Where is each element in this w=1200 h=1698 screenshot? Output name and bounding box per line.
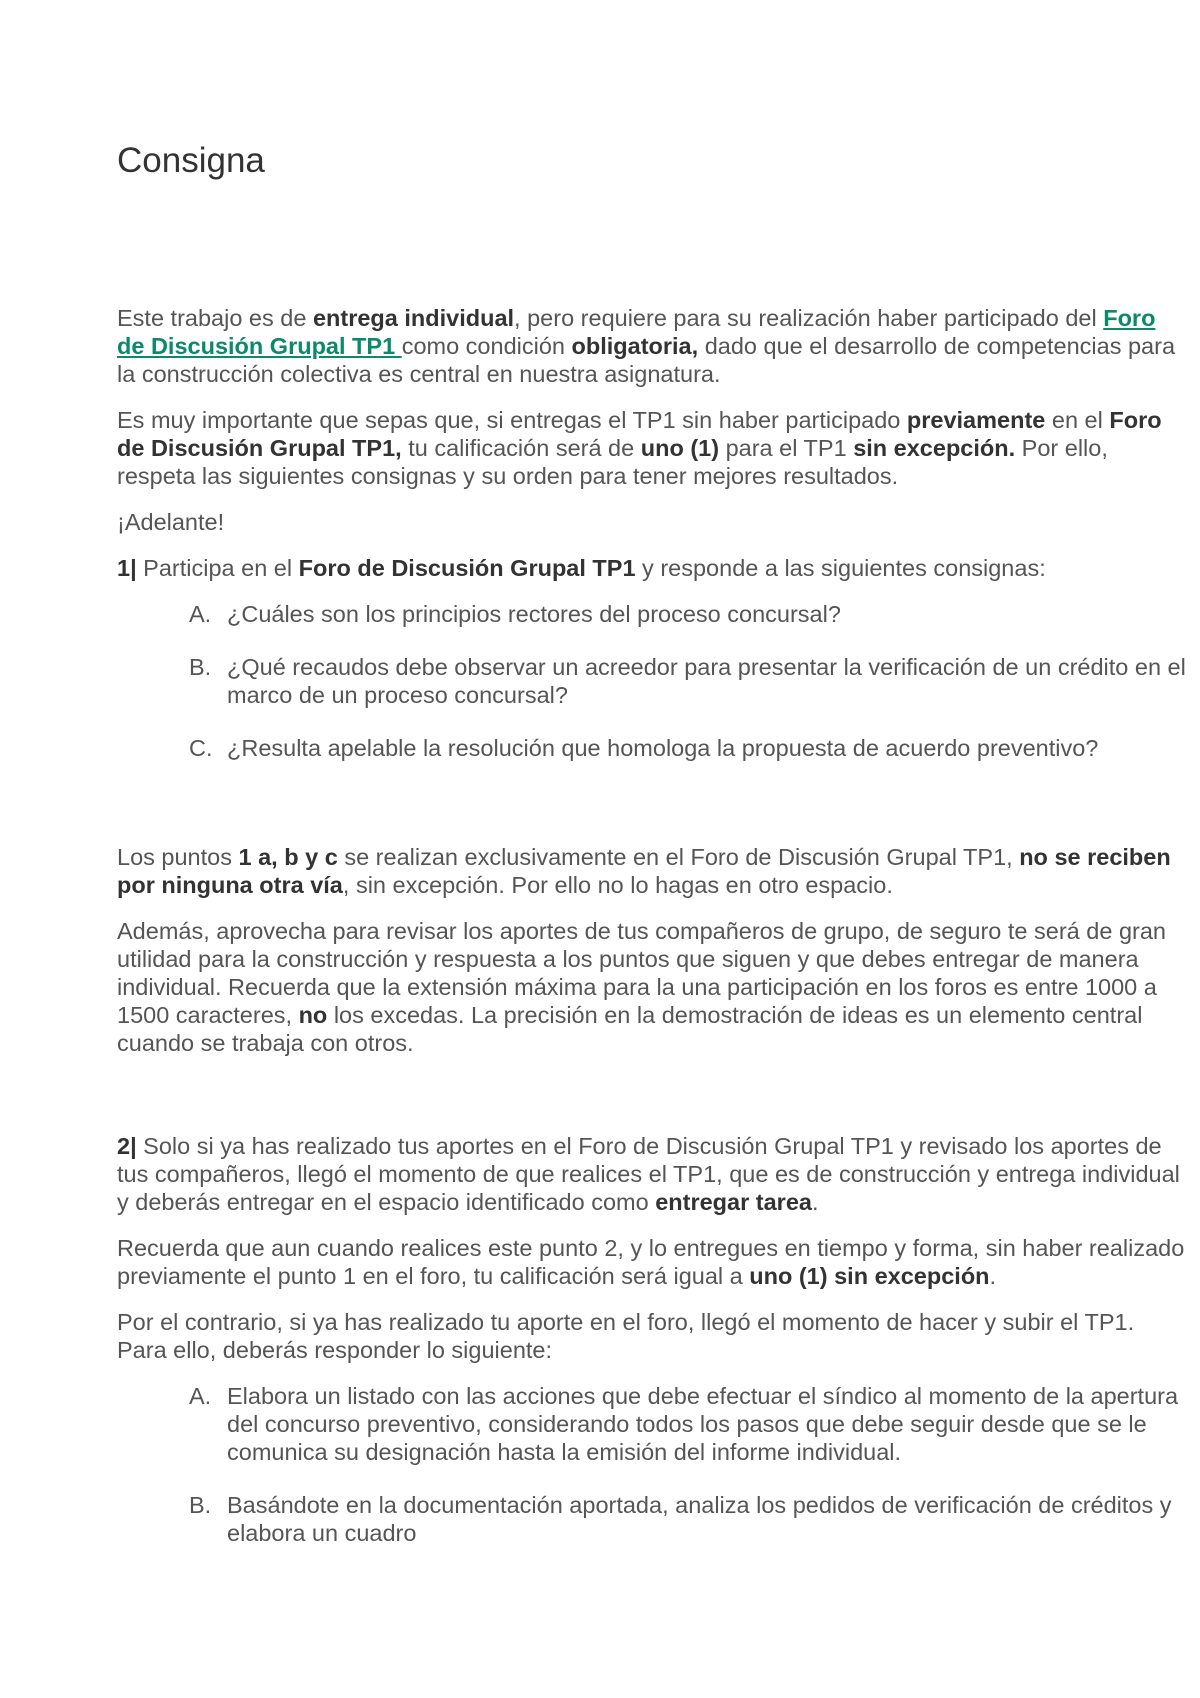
page-title: Consigna xyxy=(117,141,265,180)
part2-paragraph-3: Por el contrario, si ya has realizado tu aporte en el foro, llegó el momento de hacer y subir el TP1. Para ello, deberás responder lo siguiente: xyxy=(117,1309,1135,1363)
intro-paragraph-1: Este trabajo es de entrega individual, pero requiere para su realización haber participado del Foro de Discusión Grupal TP1 como condición obligatoria, dado que el desarrollo de competencias para la construcción colectiva es central en nuestra asignatura. xyxy=(117,305,1176,387)
intro-paragraph-2: Es muy importante que sepas que, si entregas el TP1 sin haber participado previamente en el Foro de Discusión Grupal TP1, tu calificación será de uno (1) para el TP1 sin excepción. Por ello, respeta las siguientes consignas y su orden para tener mejores resultados. xyxy=(117,407,1162,489)
mid-paragraph-1: Los puntos 1 a, b y c se realizan exclusivamente en el Foro de Discusión Grupal TP1, no se reciben por ninguna otra vía, sin excepción. Por ello no lo hagas en otro espacio. xyxy=(117,844,1171,898)
part2-list xyxy=(117,1382,1187,1547)
list-item: A. Elabora un listado con las acciones que debe efectuar el síndico al momento de la apertura del concurso preventivo, considerando todos los pasos que debe seguir desde que se le comunica su designación hasta la emisión del informe individual. xyxy=(189,1383,1179,1465)
part2-heading: 2| Solo si ya has realizado tus aportes en el Foro de Discusión Grupal TP1 y revisado los aportes de tus compañeros, llegó el momento de que realices el TP1, que es de construcción y entrega individual y deberás entregar en el espacio identificado como entregar tarea. xyxy=(117,1133,1180,1215)
part1-heading: 1| Participa en el Foro de Discusión Grupal TP1 y responde a las siguientes consignas: xyxy=(117,555,1046,581)
intro-paragraph-3: ¡Adelante! xyxy=(117,509,225,535)
list-item: B. Basándote en la documentación aportada, analiza los pedidos de verificación de créditos y elabora un cuadro xyxy=(189,1492,1172,1546)
mid-paragraph-2: Además, aprovecha para revisar los aportes de tus compañeros de grupo, de seguro te será de gran utilidad para la construcción y respuesta a los puntos que siguen y que debes entregar de manera individual. Recuerda que la extensión máxima para la una participación en los foros es entre 1000 a 1500 caracteres, no los excedas. La precisión en la demostración de ideas es un elemento central cuando se trabaja con otros. xyxy=(117,918,1166,1056)
document-page xyxy=(117,140,1187,1572)
list-item: C. ¿Resulta apelable la resolución que homologa la propuesta de acuerdo preventivo? xyxy=(189,735,1099,761)
part1-list xyxy=(117,600,1187,762)
list-item: A. ¿Cuáles son los principios rectores del proceso concursal? xyxy=(189,601,841,627)
part2-paragraph-2: Recuerda que aun cuando realices este punto 2, y lo entregues en tiempo y forma, sin haber realizado previamente el punto 1 en el foro, tu calificación será igual a uno (1) sin excepción. xyxy=(117,1235,1185,1289)
forum-link[interactable]: Foro de Discusión Grupal TP1 xyxy=(117,305,1156,359)
list-item: B. ¿Qué recaudos debe observar un acreedor para presentar la verificación de un crédito en el marco de un proceso concursal? xyxy=(189,654,1186,708)
